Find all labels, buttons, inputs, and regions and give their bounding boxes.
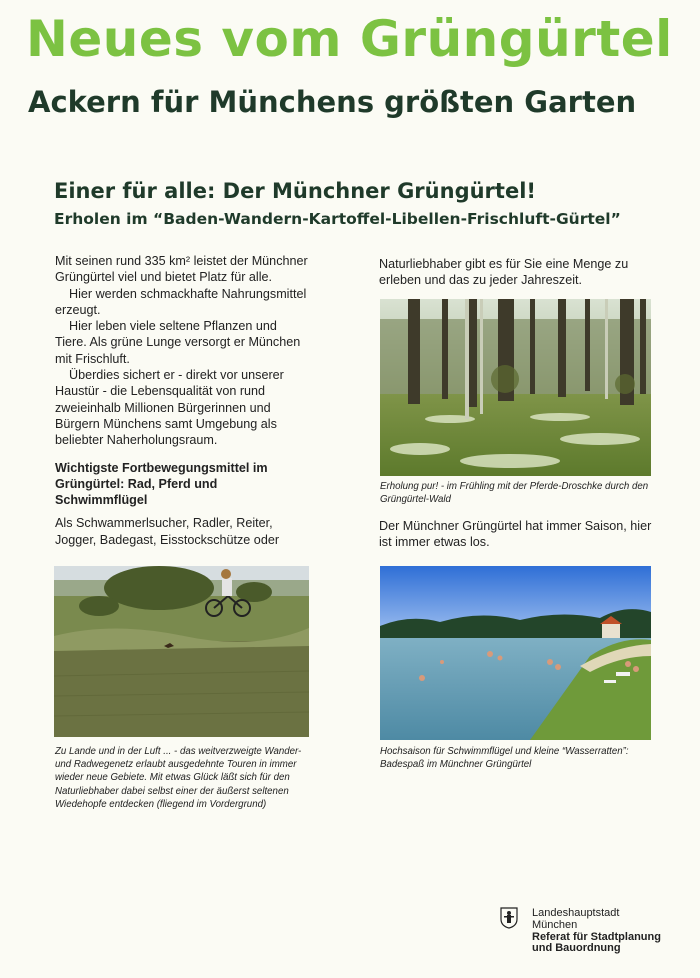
footer-line-1: Landeshauptstadt bbox=[532, 907, 620, 919]
footer-authority bbox=[532, 908, 661, 955]
right-column-text-top bbox=[379, 256, 654, 289]
left-column-text bbox=[55, 253, 310, 548]
page-title: Neues vom Grüngürtel bbox=[26, 10, 673, 68]
page-subtitle: Ackern für Münchens größten Garten bbox=[28, 85, 637, 119]
right-column-text-bottom bbox=[379, 518, 654, 551]
lake-caption: Hochsaison für Schwimmflügel und kleine “Wasserratten”: Badespaß im Münchner Grüngürtel bbox=[380, 746, 629, 771]
left-subheading: Wichtigste Fortbewegungsmittel im Grüngürtel: Rad, Pferd und Schwimmflügel bbox=[55, 460, 268, 508]
left-paragraph-4: Überdies sichert er - direkt vor unserer Haustür - die Lebensqualität von rund zweieinhalb Millionen Bürgerinnen und Bürgern Münchens samt Umgebung als beliebter Naherholungsraum. bbox=[55, 368, 284, 448]
cyclist-photo bbox=[54, 566, 309, 737]
forest-caption: Erholung pur! - im Frühling mit der Pferde-Droschke durch den Grüngürtel-Wald bbox=[380, 481, 649, 506]
section-heading: Einer für alle: Der Münchner Grüngürtel! bbox=[54, 179, 536, 203]
lake-photo bbox=[380, 566, 651, 740]
footer-line-2: München bbox=[532, 918, 578, 931]
right-paragraph-2: Der Münchner Grüngürtel hat immer Saison, hier ist immer etwas los. bbox=[379, 519, 652, 550]
footer-line-3: Referat für Stadtplanung bbox=[532, 930, 661, 943]
left-paragraph-3: Hier leben viele seltene Pflanzen und Tiere. Als grüne Lunge versorgt er München mit Frischluft. bbox=[55, 319, 301, 366]
right-paragraph-1: Naturliebhaber gibt es für Sie eine Menge zu erleben und das zu jeder Jahreszeit. bbox=[379, 257, 629, 288]
cyclist-caption: Zu Lande und in der Luft ... - das weitverzweigte Wander- und Radwegenetz erlaubt ausgedehnte Touren in immer wieder neue Gebiete. Mit etwas Glück läßt sich für den Naturliebhaber dabei selbst einer der äußerst seltenen Wiedehopfe entdecken (fliegend im Vordergrund) bbox=[55, 746, 302, 810]
left-paragraph-2: Hier werden schmackhafte Nahrungsmittel erzeugt. bbox=[55, 286, 307, 317]
section-subheading: Erholen im “Baden-Wandern-Kartoffel-Libellen-Frischluft-Gürtel” bbox=[54, 210, 621, 228]
left-paragraph-5: Als Schwammerlsucher, Radler, Reiter, Jogger, Badegast, Eisstockschütze oder bbox=[55, 516, 280, 547]
munich-crest-icon bbox=[500, 907, 518, 929]
forest-photo bbox=[380, 299, 651, 476]
left-paragraph-1: Mit seinen rund 335 km² leistet der Münchner Grüngürtel viel und bietet Platz für alle. bbox=[55, 254, 308, 285]
footer-line-4: und Bauordnung bbox=[532, 942, 621, 955]
